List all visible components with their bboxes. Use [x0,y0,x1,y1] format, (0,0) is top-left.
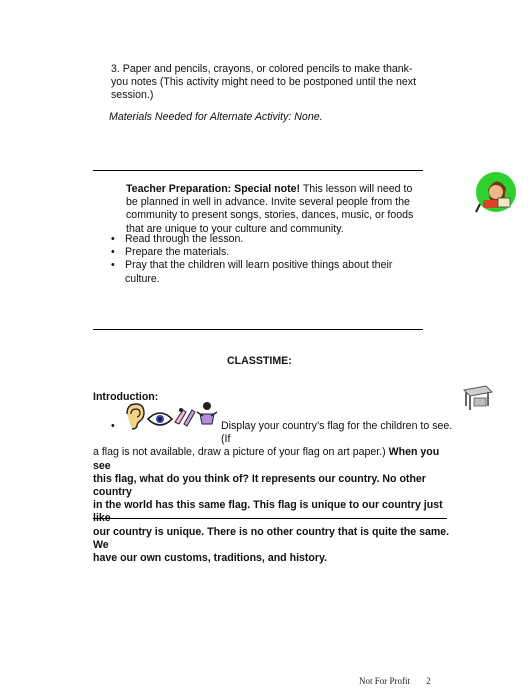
teacher-preparation [126,183,426,236]
intro-line3: this flag, what do you think of? It represents our country. No other country [93,472,426,499]
desk-icon [460,382,496,414]
teacher-prep-line3: community to present songs, stories, dances, music, or foods [126,209,414,222]
alternate-materials: Materials Needed for Alternate Activity: None. [109,111,323,123]
introduction-heading: Introduction: [93,391,159,403]
list-item: • Read through the lesson. [111,233,244,245]
page-footer [359,676,439,686]
divider-2 [93,329,423,330]
teacher-prep-line2: be planned in well in advance. Invite several people from the [126,196,410,209]
intro-line4: in the world has this same flag. This flag is unique to our country just like [93,499,443,525]
teacher-prep-line4: that are unique to your culture and community. [126,222,344,235]
intro-line6: have our own customs, traditions, and history. [93,552,328,565]
teacher-prep-label: Teacher Preparation: Special note! [126,183,301,195]
intro-line5: our country is unique. There is no other country that is quite the same. We [93,525,450,551]
list-item: • Pray that the children will learn positive things about their culture. [111,259,393,285]
materials-item-3 [111,63,431,103]
page-number: 2 [426,676,431,686]
introduction-text [93,420,453,565]
footer-text: Not For Profit [359,676,411,686]
classtime-heading: CLASSTIME: [227,355,292,367]
materials-item-3-line3: session.) [111,89,154,102]
intro-line1: Display your country’s flag for the children to see. (If [221,420,453,446]
materials-item-3-line2: you notes (This activity might need to be postponed until the next [111,76,417,89]
divider-1 [93,170,423,171]
teacher-prep-list [111,233,411,286]
materials-item-3-line1: 3. Paper and pencils, crayons, or colored pencils to make thank- [111,63,413,75]
list-item: • Prepare the materials. [111,246,230,259]
teacher-icon [474,170,518,216]
divider-3 [93,518,447,519]
teacher-prep-line1: This lesson will need to [300,183,413,195]
intro-line2: a flag is not available, draw a picture of your flag on art paper.) [93,446,386,459]
intro-bullet: • [111,420,115,432]
intro-line2-bold: When you see [93,446,440,472]
